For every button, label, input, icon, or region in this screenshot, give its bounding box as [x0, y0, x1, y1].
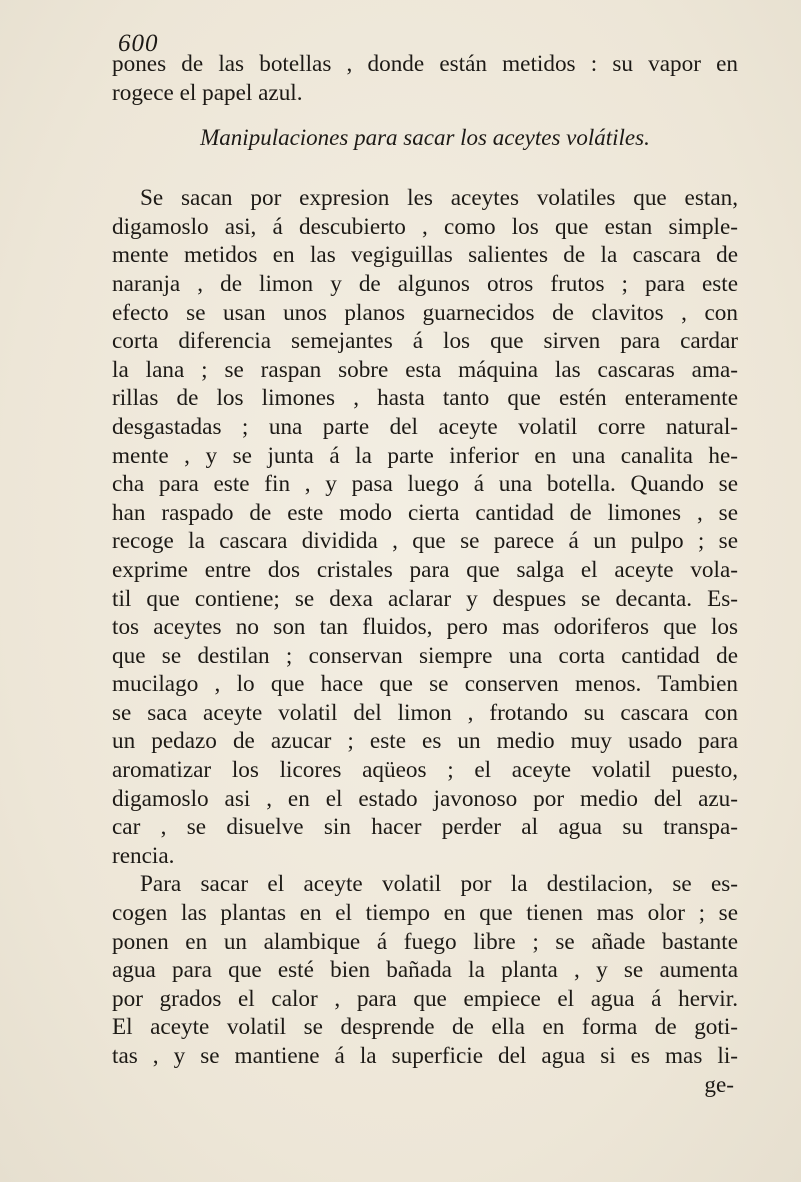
text-line: til que contiene; se dexa aclarar y despues se decanta. Es-	[112, 585, 738, 612]
text-line: rogece el papel azul.	[112, 79, 303, 106]
text-line: Se sacan por expresion les aceytes volatiles que estan,	[140, 185, 738, 212]
text-line: car , se disuelve sin hacer perder al agua su transpa-	[112, 814, 738, 841]
text-line: efecto se usan unos planos guarnecidos de clavitos , con	[112, 299, 738, 326]
text-line: pones de las botellas , donde están metidos : su vapor en	[112, 51, 738, 77]
continuation-text	[112, 50, 738, 107]
section-heading: Manipulaciones para sacar los aceytes volátiles.	[200, 125, 650, 151]
paragraph-expression	[112, 184, 738, 870]
text-line: rencia.	[112, 842, 175, 869]
text-line: por grados el calor , para que empiece el agua á hervir.	[112, 985, 738, 1012]
text-line: aromatizar los licores aqüeos ; el aceyte volatil puesto,	[112, 757, 738, 784]
text-line: cogen las plantas en el tiempo en que tienen mas olor ; se	[112, 900, 738, 927]
text-line: corta diferencia semejantes á los que sirven para cardar	[112, 328, 738, 355]
text-line: cha para este fin , y pasa luego á una botella. Quando se	[112, 471, 738, 498]
text-line: que se destilan ; conservan siempre una corta cantidad de	[112, 642, 738, 669]
text-line: la lana ; se raspan sobre esta máquina las cascaras ama-	[112, 356, 738, 383]
text-line: rillas de los limones , hasta tanto que estén enteramente	[112, 385, 738, 412]
text-line: mente metidos en las vegiguillas salientes de la cascara de	[112, 242, 738, 269]
page-content	[112, 50, 738, 1099]
text-line: El aceyte volatil se desprende de ella en forma de goti-	[112, 1014, 738, 1041]
catchword: ge-	[704, 1071, 734, 1098]
text-line: Para sacar el aceyte volatil por la destilacion, se es-	[140, 871, 738, 898]
text-line: ponen en un alambique á fuego libre ; se añade bastante	[112, 928, 738, 955]
text-line: desgastadas ; una parte del aceyte volatil corre natural-	[112, 413, 738, 440]
text-line: mente , y se junta á la parte inferior en una canalita he-	[112, 442, 738, 469]
text-line: se saca aceyte volatil del limon , frotando su cascara con	[112, 699, 738, 726]
text-line: han raspado de este modo cierta cantidad de limones , se	[112, 499, 738, 526]
text-line: tas , y se mantiene á la superficie del agua si es mas li-	[112, 1043, 738, 1069]
text-line: digamoslo asi , en el estado javonoso por medio del azu-	[112, 785, 738, 812]
text-line: naranja , de limon y de algunos otros frutos ; para este	[112, 270, 738, 297]
page-number: 600	[118, 30, 159, 57]
text-line: un pedazo de azucar ; este es un medio muy usado para	[112, 728, 738, 755]
text-line: exprime entre dos cristales para que salga el aceyte vola-	[112, 556, 738, 583]
text-line: digamoslo asi, á descubierto , como los que estan simple-	[112, 213, 738, 240]
text-line: tos aceytes no son tan fluidos, pero mas odoriferos que los	[112, 614, 738, 641]
text-line: agua para que esté bien bañada la planta , y se aumenta	[112, 957, 738, 984]
paragraph-distillation	[112, 870, 738, 1070]
text-line: mucilago , lo que hace que se conserven menos. Tambien	[112, 671, 738, 698]
text-line: recoge la cascara dividida , que se parece á un pulpo ; se	[112, 528, 738, 555]
